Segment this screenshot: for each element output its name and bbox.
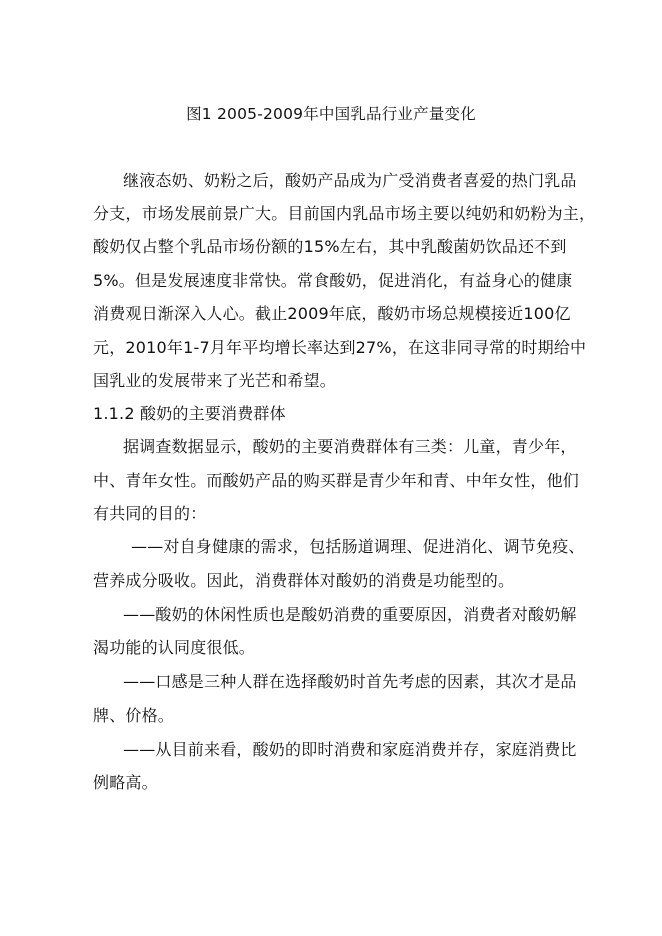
paragraph-line: 5%。但是发展速度非常快。常食酸奶，促进消化，有益身心的健康: [93, 271, 573, 290]
paragraph-line: 国乳业的发展带来了光芒和希望。: [93, 371, 337, 390]
list-item-line: ——口感是三种人群在选择酸奶时首先考虑的因素，其次才是品: [123, 672, 577, 691]
list-item-line: 牌、价格。: [93, 706, 175, 725]
list-item-line: 例略高。: [93, 773, 158, 792]
figure-caption: 图1 2005-2009年中国乳品行业产量变化: [186, 105, 476, 123]
paragraph-line: 分支，市场发展前景广大。目前国内乳品市场主要以纯奶和奶粉为主，: [93, 204, 596, 223]
list-item-line: 渴功能的认同度很低。: [93, 638, 256, 657]
paragraph-line: 继液态奶、奶粉之后，酸奶产品成为广受消费者喜爱的热门乳品: [123, 171, 577, 190]
section-heading: 1.1.2 酸奶的主要消费群体: [93, 404, 286, 423]
list-item-line: ——从目前来看，酸奶的即时消费和家庭消费并存，家庭消费比: [123, 740, 577, 759]
paragraph-line: 酸奶仅占整个乳品市场份额的15%左右，其中乳酸菌奶饮品还不到: [93, 237, 567, 256]
paragraph-line: 中、青年女性。而酸奶产品的购买群是青少年和青、中年女性，他们: [93, 471, 580, 490]
paragraph-line: 消费观日渐深入人心。截止2009年底，酸奶市场总规模接近100亿: [93, 304, 571, 323]
list-item-line: ——对自身健康的需求，包括肠道调理、促进消化、调节免疫、: [131, 537, 585, 556]
paragraph-line: 元，2010年1-7月年平均增长率达到27%，在这非同寻常的时期给中: [93, 338, 587, 357]
paragraph-line: 据调查数据显示，酸奶的主要消费群体有三类：儿童，青少年，: [123, 437, 577, 456]
paragraph-line: 有共同的目的：: [93, 504, 207, 523]
list-item-line: 营养成分吸收。因此，消费群体对酸奶的消费是功能型的。: [93, 571, 515, 590]
list-item-line: ——酸奶的休闲性质也是酸奶消费的重要原因，消费者对酸奶解: [123, 605, 577, 624]
